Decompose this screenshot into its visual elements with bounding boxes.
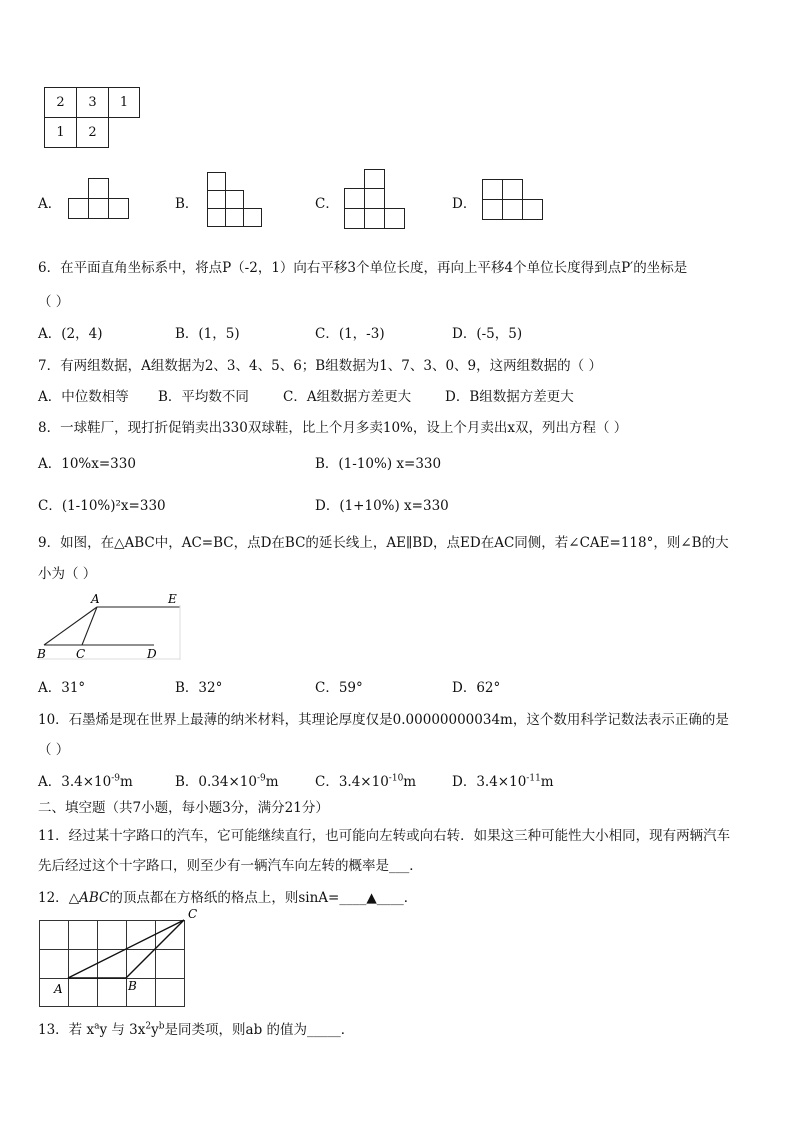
q12-label-b: B — [128, 979, 137, 993]
q9-stem-line2: 小为（ ） — [38, 566, 97, 582]
q5-option-c-label: C． — [315, 196, 339, 212]
q9-option-a: A．31° — [38, 680, 86, 696]
q5-option-b-figure — [207, 172, 267, 230]
q10-option-b: B．$0.34\times 10^{-9}m$ — [175, 773, 279, 790]
q6-option-b: B．(1，5) — [175, 326, 240, 342]
q12-label-a: A — [54, 982, 63, 996]
q5-option-c-figure — [344, 169, 410, 231]
q8-option-b: B．(1-10%) x=330 — [315, 456, 442, 472]
q5-option-a-figure — [68, 178, 132, 220]
q9-label-b: B — [37, 647, 46, 661]
q12-grid-figure — [36, 906, 204, 1012]
q6-stem: 6．在平面直角坐标系中，将点P（-2，1）向右平移3个单位长度，再向上平移4个单位长度得到点P′的坐标是 — [38, 260, 688, 276]
q9-label-a: A — [91, 592, 100, 606]
q6-option-a: A．(2，4) — [38, 326, 103, 342]
q5-option-d-label: D． — [452, 196, 477, 212]
q10-option-d: D．$3.4\times 10^{-11}m$ — [452, 773, 554, 790]
q9-option-b: B．32° — [175, 680, 223, 696]
q9-option-c: C．59° — [315, 680, 363, 696]
q10-stem: 10．石墨烯是现在世界上最薄的纳米材料，其理论厚度仅是0.00000000034m，这个数用科学记数法表示正确的是 — [38, 712, 729, 728]
q8-stem: 8．一球鞋厂，现打折促销卖出330双球鞋，比上个月多卖10%，设上个月卖出x双，列出方程（ ） — [38, 420, 628, 436]
q7-option-d: D．B组数据方差更大 — [445, 389, 574, 405]
q11-line1: 11．经过某十字路口的汽车，它可能继续直行，也可能向左转或向右转．如果这三种可能性大小相同，现有两辆汽车 — [38, 828, 731, 844]
q7-option-c: C．A组数据方差更大 — [283, 389, 412, 405]
grid-cell: 2 — [76, 117, 109, 148]
q10-option-a: A．$3.4\times 10^{-9}m$ — [38, 773, 133, 790]
grid-cell: 1 — [44, 117, 77, 148]
q12-label-c: C — [188, 907, 198, 921]
q12-stem: 12．△ABC的顶点都在方格纸的格点上，则sinA=____▲____． — [38, 890, 418, 906]
section-heading: 二、填空题（共7小题，每小题3分，满分21分） — [38, 800, 329, 816]
q11-line2: 先后经过这个十字路口，则至少有一辆汽车向左转的概率是___． — [38, 858, 423, 874]
grid-cell: 2 — [44, 87, 77, 118]
q10-paren: （ ） — [38, 742, 70, 758]
q6-paren: （ ） — [38, 294, 70, 310]
q8-option-a: A．10%x=330 — [38, 456, 136, 472]
q9-option-d: D．62° — [452, 680, 501, 696]
q8-option-d: D．(1+10%) x=330 — [315, 498, 449, 514]
q7-stem: 7．有两组数据，A组数据为2、3、4、5、6；B组数据为1、7、3、0、9，这两组数据的（ ） — [38, 358, 602, 374]
q9-label-e: E — [168, 592, 177, 606]
q9-figure — [34, 588, 184, 662]
q9-label-c: C — [76, 647, 86, 661]
q8-option-c: C．(1-10%)²x=330 — [38, 498, 166, 514]
grid-cell: 3 — [76, 87, 109, 118]
q6-option-c: C．(1，-3) — [315, 326, 385, 342]
q13-stem: 13．若 $x^ay$ 与 $3x^2y^b$是同类项，则ab 的值为_____． — [38, 1021, 355, 1038]
q7-option-b: B．平均数不同 — [158, 389, 249, 405]
q5-option-b-label: B． — [175, 196, 199, 212]
q5-option-a-label: A． — [38, 196, 62, 212]
q9-stem-line1: 9．如图，在△ABC中，AC=BC，点D在BC的延长线上，AE∥BD，点ED在AC同侧，若∠CAE=118°，则∠B的大 — [38, 535, 729, 551]
q5-option-d-figure — [482, 179, 548, 223]
q9-label-d: D — [147, 647, 157, 661]
q10-option-c: C．$3.4\times 10^{-10}m$ — [315, 773, 417, 790]
q6-option-d: D．(-5，5) — [452, 326, 523, 342]
q7-option-a: A．中位数相等 — [38, 389, 129, 405]
grid-cell: 1 — [108, 87, 140, 118]
